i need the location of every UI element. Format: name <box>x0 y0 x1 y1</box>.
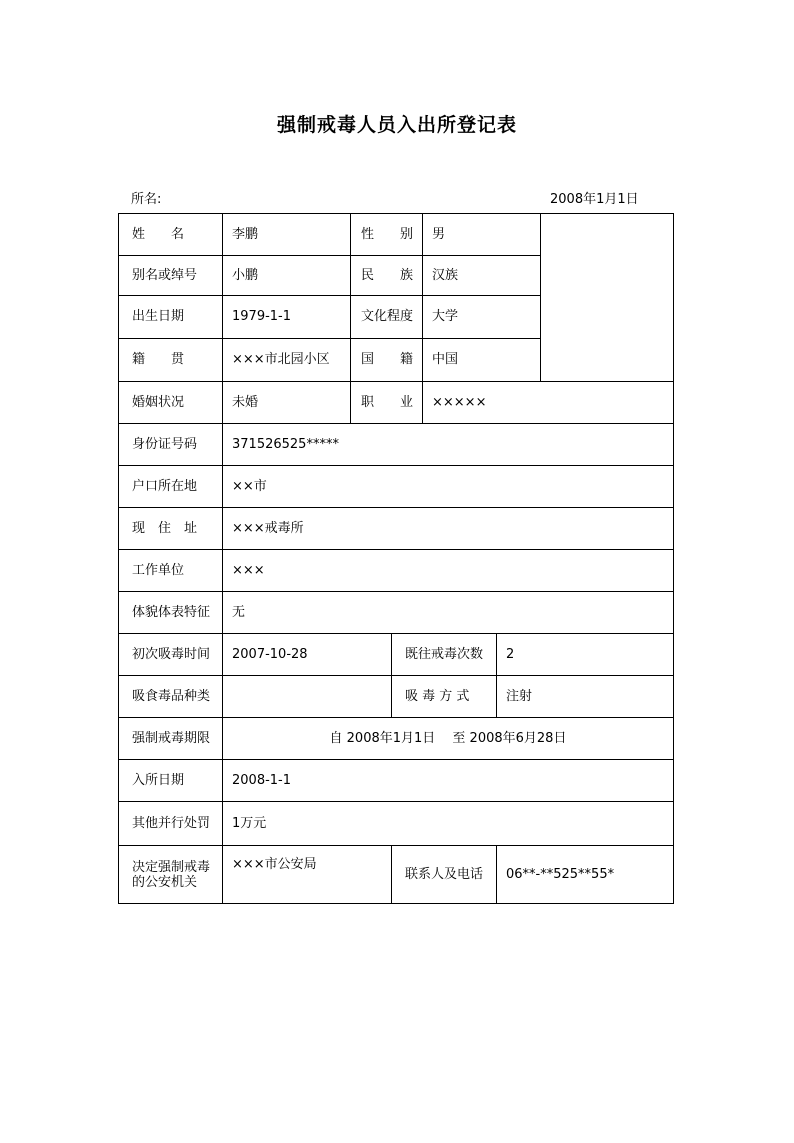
photo-box <box>541 214 673 381</box>
label-workplace: 工作单位 <box>132 562 185 578</box>
label-other-penalties: 其他并行处罚 <box>132 815 211 831</box>
label-occupation: 职 业 <box>361 394 414 410</box>
label-previous-detox-count: 既往戒毒次数 <box>405 646 484 662</box>
label-birth-date: 出生日期 <box>132 309 185 324</box>
value-current-address: ×××戒毒所 <box>232 520 304 536</box>
institution-label: 所名: <box>131 192 162 207</box>
value-id-number: 371526525***** <box>232 436 339 452</box>
value-nationality: 中国 <box>432 352 459 367</box>
value-physical-features: 无 <box>232 604 246 620</box>
label-alias: 别名或绰号 <box>132 267 198 283</box>
registration-table <box>118 213 674 904</box>
label-deciding-authority: 决定强制戒毒的公安机关 <box>132 859 211 890</box>
value-marital-status: 未婚 <box>232 394 259 410</box>
label-drug-use-method: 吸 毒 方 式 <box>405 688 470 704</box>
value-drug-types <box>232 676 391 717</box>
label-detox-period: 强制戒毒期限 <box>132 730 211 746</box>
value-alias: 小鹏 <box>232 267 259 283</box>
value-occupation: ××××× <box>432 394 487 410</box>
value-detox-period: 自 2008年1月1日 至 2008年6月28日 <box>329 730 567 746</box>
value-birth-date: 1979-1-1 <box>232 309 292 324</box>
form-date: 2008年1月1日 <box>550 192 639 207</box>
value-ethnicity: 汉族 <box>432 267 459 283</box>
label-admission-date: 入所日期 <box>132 772 185 788</box>
value-workplace: ××× <box>232 562 265 578</box>
value-deciding-authority: ×××市公安局 <box>232 857 317 872</box>
form-title: 强制戒毒人员入出所登记表 <box>276 114 517 136</box>
label-education: 文化程度 <box>361 309 414 324</box>
label-nationality: 国 籍 <box>361 352 414 367</box>
label-native-place: 籍 贯 <box>132 352 185 367</box>
value-household-registration: ××市 <box>232 478 267 494</box>
value-contact: 06**-**525**55* <box>506 866 615 882</box>
label-marital-status: 婚姻状况 <box>132 394 185 410</box>
value-previous-detox-count: 2 <box>506 646 515 662</box>
value-first-drug-use-time: 2007-10-28 <box>232 646 308 662</box>
label-gender: 性 别 <box>361 226 414 242</box>
value-other-penalties: 1万元 <box>232 815 267 831</box>
label-physical-features: 体貌体表特征 <box>132 604 211 620</box>
label-id-number: 身份证号码 <box>132 436 198 452</box>
value-admission-date: 2008-1-1 <box>232 772 292 788</box>
value-name: 李鹏 <box>232 226 259 242</box>
value-drug-use-method: 注射 <box>506 688 533 704</box>
label-contact: 联系人及电话 <box>404 866 483 882</box>
value-native-place: ×××市北园小区 <box>232 352 330 367</box>
value-education: 大学 <box>432 309 459 324</box>
label-ethnicity: 民 族 <box>361 267 414 283</box>
label-drug-types: 吸食毒品种类 <box>132 688 211 704</box>
value-gender: 男 <box>432 226 446 242</box>
label-name: 姓 名 <box>132 226 185 242</box>
label-current-address: 现 住 址 <box>132 520 198 536</box>
label-first-drug-use-time: 初次吸毒时间 <box>132 646 211 662</box>
label-household-registration: 户口所在地 <box>132 478 198 494</box>
